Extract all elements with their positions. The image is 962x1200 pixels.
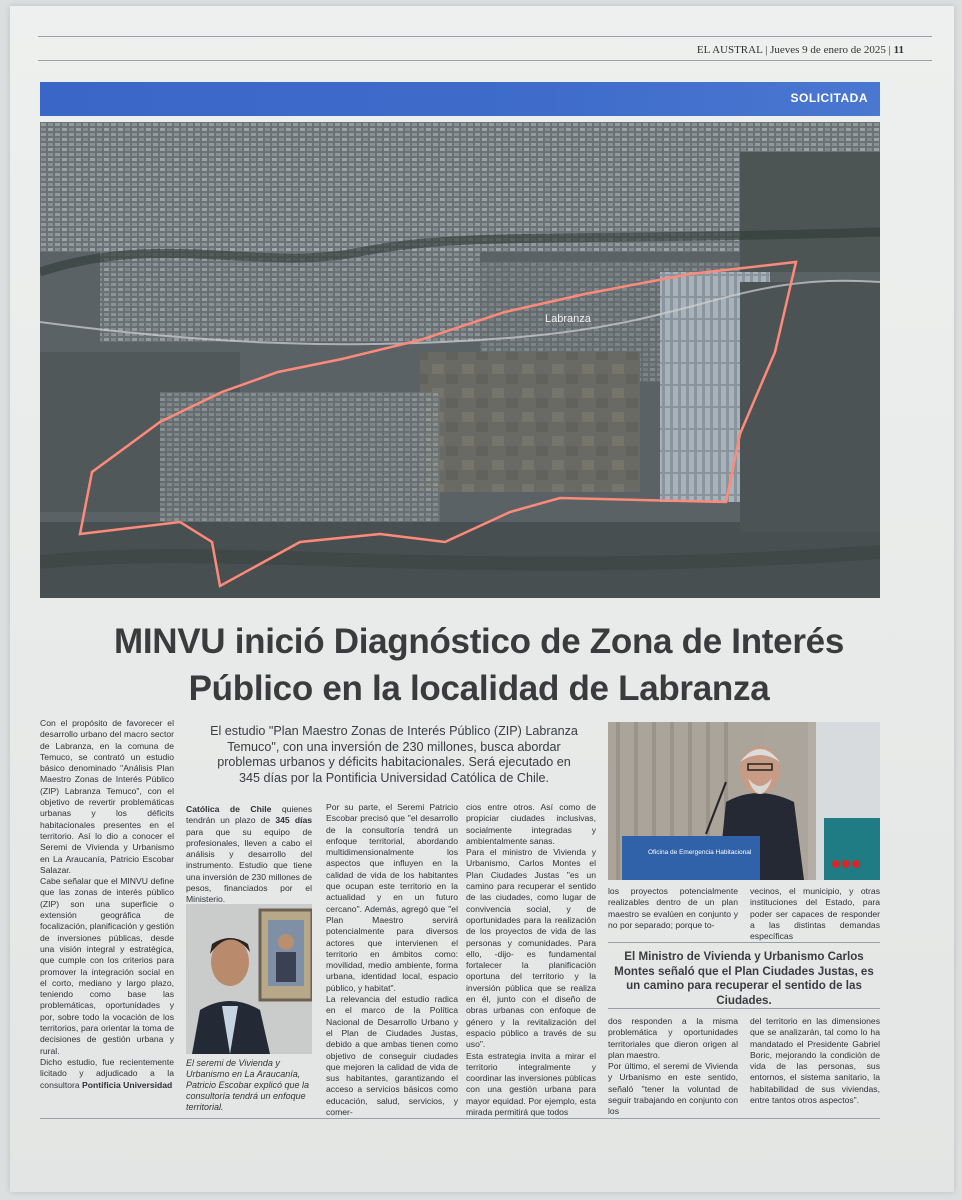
column-5-bottom: dos responden a la misma problemática y oportunidades territoriales que dieron origen al plan maestro. Por último, el seremi de Vivienda y Urbanismo en este sentido, señaló "tener la voluntad de seguir trabajando en conjunto con los bbox=[608, 1016, 738, 1117]
article-headline bbox=[38, 618, 920, 712]
speaker-photo bbox=[608, 722, 880, 880]
pullquote-rule-bottom bbox=[608, 1008, 880, 1009]
section-bar bbox=[40, 82, 880, 116]
col2-text: quienes tendrán un plazo de bbox=[186, 804, 312, 826]
podium-text: Oficina de Emergencia Habitacional bbox=[648, 849, 752, 856]
map-place-label: Labranza bbox=[545, 313, 591, 325]
bottom-rule bbox=[40, 1118, 880, 1119]
speaker-photo-svg bbox=[608, 722, 880, 880]
pull-quote: El Ministro de Vivienda y Urbanismo Carlos Montes señaló que el Plan Ciudades Justas, es un camino para recuperar el sentido de las Ciudades. bbox=[614, 950, 874, 1007]
header-rule bbox=[38, 60, 932, 61]
photo-caption-seremi: El seremi de Vivienda y Urbanismo en La Araucanía, Patricio Escobar explicó que la consultoría tendrá un enfoque territorial. bbox=[186, 1058, 310, 1112]
pullquote-rule-top bbox=[608, 942, 880, 943]
col3-paragraph: La relevancia del estudio radica en el marco de la Política Nacional de Desarrollo Urbano y el Plan de Ciudades Justas, debido a que ambas tienen como objetivo de conseguir ciudades que mejoren la calidad de vida de sus habitantes, garantizando el acceso a servicios básicos como educación, salud, servicios, y comer- bbox=[326, 994, 458, 1118]
newspaper-name: EL AUSTRAL bbox=[696, 44, 763, 56]
col3-paragraph: Por su parte, el Seremi Patricio Escobar precisó que "el desarrollo de la consultoría tendrá un enfoque territorial, abordando multidimensionalmente los aspectos que influyen en la calidad de vida de los habitantes que ocupan este territorio en la actualidad y en un futuro cercano". Además, agregó que "el Plan Maestro servirá potencialmente para diversos actores que intervienen el territorio en ámbitos como: movilidad, medio ambiente, forma urbana, identidad local, espacio público, y habitat". bbox=[326, 802, 458, 993]
headline-line-2: Público en la localidad de Labranza bbox=[188, 669, 770, 708]
page-header: EL AUSTRAL | Jueves 9 de enero de 2025 | 11 bbox=[696, 44, 904, 56]
column-2 bbox=[186, 804, 312, 906]
newspaper-page bbox=[10, 6, 954, 1192]
col4-paragraph: Para el ministro de Vivienda y Urbanismo, Carlos Montes el Plan Ciudades Justas "es un camino para recuperar el sentido de las ciudades, como lugar de convivencia social, y de oportunidades para la realización de los proyectos de vida de las personas y comunidades. Para ello, -dijo- es fundamental fortalecer la planificación oportuna del territorio y la inversión pública que se realiza en él, junto con el diseño de obras urbanas con enfoque de género y la revitalización del espacio público a través de su uso". bbox=[466, 847, 596, 1050]
column-4 bbox=[466, 802, 596, 1118]
col2-days: 345 días bbox=[275, 815, 313, 826]
column-3 bbox=[326, 802, 458, 1118]
column-1 bbox=[40, 718, 174, 1091]
column-5-top: los proyectos potencialmente realizables dentro de un plan maestro se evalúen en conjunto y no por separado; porque to- bbox=[608, 886, 738, 930]
seremi-photo bbox=[186, 904, 312, 1054]
headline-line-1: MINVU inició Diagnóstico de Zona de Interés bbox=[114, 622, 844, 661]
page-number: 11 bbox=[893, 44, 904, 56]
column-6-bottom: del territorio en las dimensiones que se analizarán, tal como lo ha mandatado el Presidente Gabriel Boric, mejorando la condición de vida de las personas, sus entornos, el sistema sanitario, la habitabilidad de sus viviendas, entre tantos otros aspectos". bbox=[750, 1016, 880, 1106]
column-6-top: vecinos, el municipio, y otras instituciones del Estado, para poder ser capaces de responder a las distintas demandas específicas bbox=[750, 886, 880, 942]
col2-text: para que su equipo de profesionales, lleven a cabo el análisis y desarrollo del instrumento. Estudio que tiene una inversión de 230 millones de pesos, financiados por el Ministerio. bbox=[186, 826, 312, 905]
col4-paragraph: Esta estrategia invita a mirar el territorio integralmente y coordinar las inversiones públicas con una gestión urbana para mayor equidad. Por ejemplo, esta mirada permitirá que todos bbox=[466, 1050, 596, 1118]
col1-paragraph: Dicho estudio, fue recientemente licitado y adjudicado a la consultora bbox=[40, 1056, 174, 1090]
seremi-photo-svg bbox=[186, 904, 312, 1054]
col1-paragraph: Cabe señalar que el MINVU define que las zonas de interés público (ZIP) son una superficie o extensión geográfica de focalización, planificación y gestión de inversiones públicas, desde una visión integral y estratégica, que cumple con los criterios para promover la integración social en el corto, mediano y largo plazo, teniendo como base las problemáticas, oportunidades y por, sobre todo la vocación de los territorios, para orientar la toma de decisiones de gestión urbana y rural. bbox=[40, 876, 174, 1056]
col1-paragraph: Con el propósito de favorecer el desarrollo urbano del macro sector de Labranza, en la comuna de Temuco, se contrató un estudio básico denominado "Análisis Plan Maestro Zonas de Interés Público (ZIP) Labranza Temuco", con el objetivo de revertir problemáticas urbanas y los déficits habitacionales presentes en el territorio. Así lo dio a conocer el Seremi de Vivienda y Urbanismo en La Araucanía, Patricio Escobar Salazar. bbox=[40, 718, 174, 875]
issue-date: Jueves 9 de enero de 2025 bbox=[770, 44, 886, 56]
satellite-map bbox=[40, 122, 880, 598]
top-rule bbox=[38, 36, 932, 37]
col2-bold: Católica de Chile bbox=[186, 804, 272, 814]
section-label: SOLICITADA bbox=[790, 91, 868, 105]
col1-bold-end: Pontificia Universidad bbox=[82, 1079, 173, 1090]
col4-paragraph: cios entre otros. Así como de propiciar ciudades inclusivas, socialmente integradas y ambientalmente sanas. bbox=[466, 802, 596, 846]
article-lede: El estudio "Plan Maestro Zonas de Interés Público (ZIP) Labranza Temuco", con una inversión de 230 millones, busca abordar problemas urbanos y déficits habitacionales. Será ejecutado en 345 días por la Pontificia Universidad Católica de Chile. bbox=[210, 724, 578, 785]
map-svg bbox=[40, 122, 880, 598]
